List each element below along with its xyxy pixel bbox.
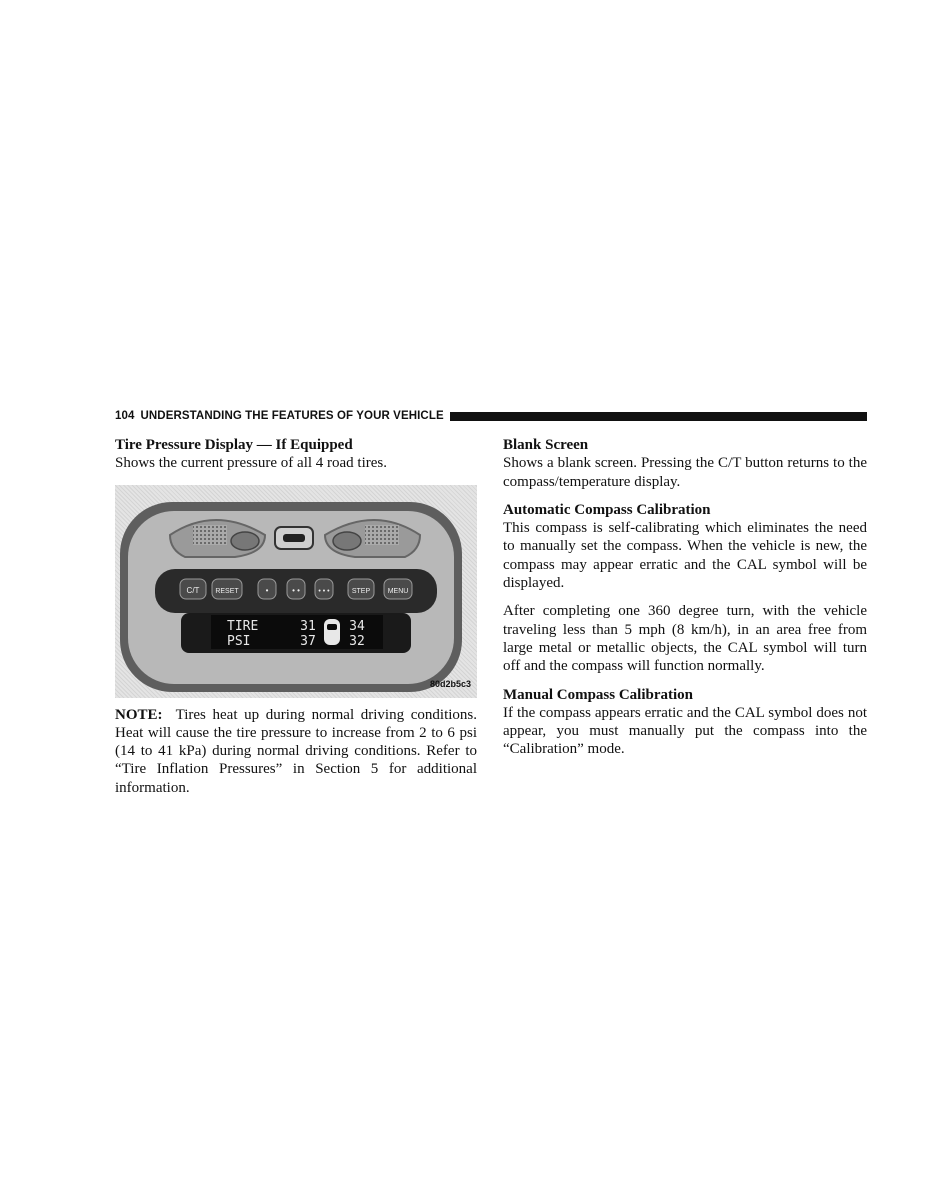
console-button-label-0: C/T — [186, 585, 200, 595]
right-column — [503, 436, 867, 759]
blank-screen-text: Shows a blank screen. Pressing the C/T button returns to the compass/temperature display. — [503, 455, 867, 490]
left-map-light-grille — [193, 525, 227, 545]
console-button-label-2: • — [265, 585, 269, 595]
console-button-label-1: RESET — [215, 587, 239, 595]
left-column — [115, 436, 477, 797]
note-paragraph — [115, 706, 477, 797]
display-label-psi: PSI — [227, 633, 251, 649]
blank-screen-heading: Blank Screen — [503, 437, 589, 453]
left-light-switch — [231, 532, 259, 550]
tire-front-right-value: 34 — [349, 618, 365, 634]
tire-pressure-intro: Shows the current pressure of all 4 road tires. — [115, 455, 388, 472]
right-light-switch — [333, 532, 361, 550]
header-rule — [450, 412, 867, 421]
console-button-label-4: • • • — [318, 587, 330, 595]
auto-calibration-text-2: After completing one 360 degree turn, with the vehicle traveling less than 5 mph (8 km/h), in an area free from large metal or metallic objects, the CAL symbol will turn off and the compass will function normally. — [503, 603, 867, 675]
tire-front-left-value: 31 — [300, 618, 316, 634]
tire-pressure-heading: Tire Pressure Display — If Equipped — [115, 437, 353, 453]
tire-rear-right-value: 32 — [349, 633, 365, 649]
section-title: UNDERSTANDING THE FEATURES OF YOUR VEHICLE — [140, 410, 444, 422]
center-light-lens — [283, 534, 305, 542]
display-label-tire: TIRE — [227, 618, 259, 634]
manual-calibration-text: If the compass appears erratic and the CAL symbol does not appear, you must manually put the compass into the “Calibration” mode. — [503, 704, 867, 758]
auto-calibration-heading: Automatic Compass Calibration — [503, 501, 711, 518]
console-button-label-3: • • — [292, 585, 300, 595]
overhead-console-illustration — [115, 485, 477, 698]
note-label: NOTE: — [115, 706, 163, 723]
console-button-label-5: STEP — [351, 587, 371, 595]
figure-code: 80d2b5c3 — [429, 679, 471, 690]
right-map-light-grille — [365, 525, 399, 545]
page-header — [115, 408, 867, 424]
car-icon-windshield — [327, 624, 337, 630]
tire-rear-left-value: 37 — [300, 633, 316, 649]
console-button-label-6: MENU — [387, 587, 409, 595]
overhead-console-figure — [115, 485, 477, 698]
car-icon — [324, 619, 340, 645]
manual-calibration-heading: Manual Compass Calibration — [503, 686, 694, 703]
page-number: 104 — [115, 410, 135, 422]
note-text: Tires heat up during normal driving conditions. Heat will cause the tire pressure to increase from 2 to 6 psi (14 to 41 kPa) during normal driving conditions. Refer to “Tire Inflation Pressures” in Section 5 for additional information. — [115, 706, 477, 796]
auto-calibration-text: This compass is self-calibrating which eliminates the need to manually set the compass. When the vehicle is new, the compass may appear erratic and the CAL symbol will be displayed. — [503, 520, 867, 592]
